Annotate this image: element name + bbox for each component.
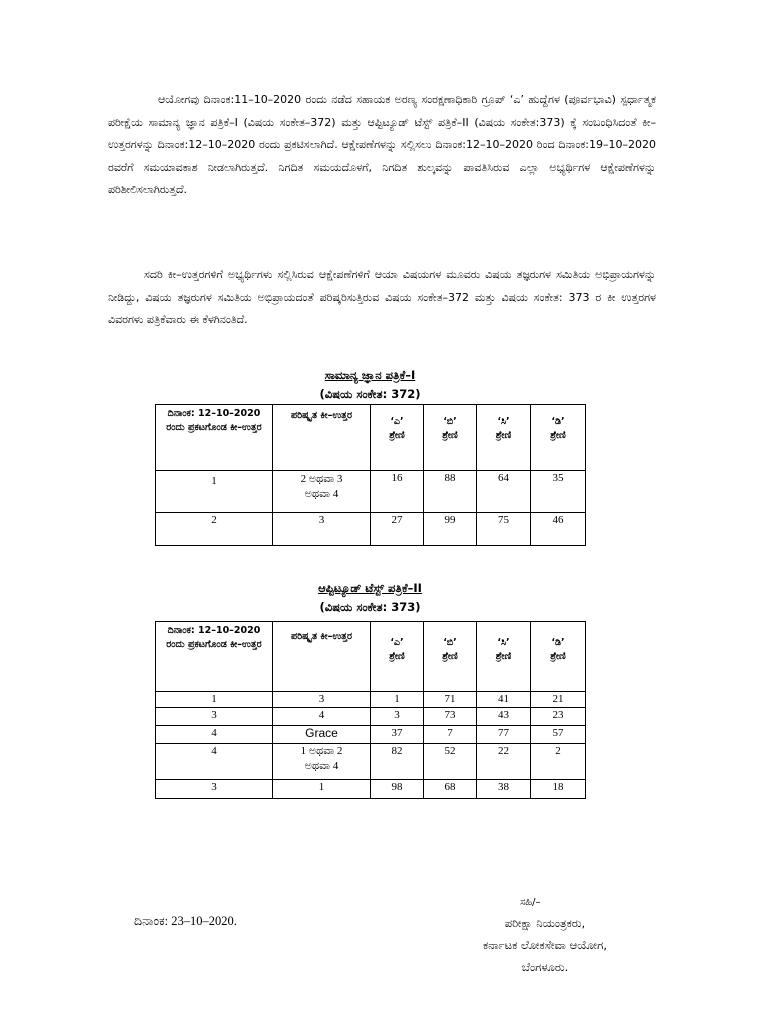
- published-key-cell: 1: [156, 692, 273, 708]
- table2-title: ಆಪ್ಟಿಟ್ಯೂಡ್ ಟೆಸ್ಟ್ ಪತ್ರಿಕೆ–II: [318, 581, 422, 595]
- table-row: [156, 744, 586, 780]
- table1-subtitle: (ವಿಷಯ ಸಂಕೇತ: 372): [319, 387, 421, 401]
- revised-key-cell: 3: [273, 513, 371, 546]
- published-key-cell: 3: [156, 780, 273, 799]
- revised-key-cell: 2 ಅಥವಾ 3 ಅಥವಾ 4: [273, 471, 371, 513]
- header-series-b: ‘ಬಿ’ ಶ್ರೇಣಿ: [424, 622, 477, 692]
- series-d-cell: 18: [531, 780, 586, 799]
- series-d-cell: 2: [531, 744, 586, 780]
- header-series-c: ‘ಸಿ’ ಶ್ರೇಣಿ: [477, 405, 531, 471]
- series-d-cell: 35: [531, 471, 586, 513]
- header-published-key: ದಿನಾಂಕ: 12–10–2020 ರಂದು ಪ್ರಕಟಗೊಂಡ ಕೀ–ಉತ್ತರ: [156, 622, 273, 692]
- revised-key-cell: Grace: [273, 726, 371, 744]
- series-b-cell: 73: [424, 708, 477, 726]
- header-series-a: ‘ಎ’ ಶ್ರೇಣಿ: [371, 622, 424, 692]
- series-d-cell: 46: [531, 513, 586, 546]
- table2-key-answers: [155, 621, 586, 799]
- table1-caption: [155, 366, 585, 404]
- signature-mark: ಸಹಿ/–: [520, 897, 541, 908]
- header-revised-key: ಪರಿಷ್ಕೃತ ಕೀ–ಉತ್ತರ: [273, 405, 371, 471]
- series-c-cell: 22: [477, 744, 531, 780]
- published-key-cell: 2: [156, 513, 273, 546]
- series-c-cell: 43: [477, 708, 531, 726]
- header-series-d: ‘ಡಿ’ ಶ್ರೇಣಿ: [531, 622, 586, 692]
- table2-subtitle: (ವಿಷಯ ಸಂಕೇತ: 373): [319, 600, 421, 614]
- series-a-cell: 3: [371, 708, 424, 726]
- table2-header-row: [156, 622, 586, 692]
- series-d-cell: 21: [531, 692, 586, 708]
- table-row: [156, 708, 586, 726]
- series-b-cell: 71: [424, 692, 477, 708]
- table1-title: ಸಾಮಾನ್ಯ ಜ್ಞಾನ ಪತ್ರಿಕೆ–I: [324, 368, 416, 382]
- table1-key-answers: [155, 404, 586, 546]
- table-row: [156, 513, 586, 546]
- published-key-cell: 1: [156, 471, 273, 513]
- series-b-cell: 52: [424, 744, 477, 780]
- series-d-cell: 57: [531, 726, 586, 744]
- intro-paragraph: ಆಯೋಗವು ದಿನಾಂಕ:11–10–2020 ರಂದು ನಡೆದ ಸಹಾಯಕ ಅರಣ್ಯ ಸಂರಕ್ಷಣಾಧಿಕಾರಿ ಗ್ರೂಪ್ ‘ಎ’ ಹುದ್ದೆಗಳ (ಪೂರ್ವಭಾವಿ) ಸ್ಪರ್ಧಾತ್ಮಕ ಪರೀಕ್ಷೆಯ ಸಾಮಾನ್ಯ ಜ್ಞಾನ ಪತ್ರಿಕೆ–I (ವಿಷಯ ಸಂಕೇತ–372) ಮತ್ತು ಆಪ್ಟಿಟ್ಯೂಡ್ ಟೆಸ್ಟ್ ಪತ್ರಿಕೆ–II (ವಿಷಯ ಸಂಕೇತ:373) ಕ್ಕೆ ಸಂಬಂಧಿಸಿದಂತೆ ಕೀ–ಉತ್ತರಗಳನ್ನು ದಿನಾಂಕ:12–10–2020 ರಂದು ಪ್ರಕಟಿಸಲಾಗಿದೆ. ಆಕ್ಷೇಪಣೆಗಳನ್ನು ಸಲ್ಲಿಸಲು ದಿನಾಂಕ:12–10–2020 ರಿಂದ ದಿನಾಂಕ:19–10–2020 ರವರೆಗೆ ಸಮಯಾವಕಾಶ ನೀಡಲಾಗಿರುತ್ತದೆ. ನಿಗದಿತ ಸಮಯದೊಳಗೆ, ನಿಗದಿತ ಶುಲ್ಕವನ್ನು ಪಾವತಿಸಿರುವ ಎಲ್ಲಾ ಅಭ್ಯರ್ಥಿಗಳ ಆಕ್ಷೇಪಣೆಗಳನ್ನು ಪರಿಶೀಲಿಸಲಾಗಿರುತ್ತದೆ.: [108, 93, 656, 196]
- revised-key-cell: 3: [273, 692, 371, 708]
- header-series-a: ‘ಎ’ ಶ್ರೇಣಿ: [371, 405, 424, 471]
- table-row: [156, 780, 586, 799]
- revised-key-cell: 4: [273, 708, 371, 726]
- header-series-c: ‘ಸಿ’ ಶ್ರೇಣಿ: [477, 622, 531, 692]
- series-a-cell: 16: [371, 471, 424, 513]
- revised-key-cell: 1 ಅಥವಾ 2 ಅಥವಾ 4: [273, 744, 371, 780]
- published-key-cell: 3: [156, 708, 273, 726]
- series-c-cell: 41: [477, 692, 531, 708]
- series-a-cell: 37: [371, 726, 424, 744]
- series-d-cell: 23: [531, 708, 586, 726]
- header-revised-key: ಪರಿಷ್ಕೃತ ಕೀ–ಉತ್ತರ: [273, 622, 371, 692]
- header-series-b: ‘ಬಿ’ ಶ್ರೇಣಿ: [424, 405, 477, 471]
- published-key-cell: 4: [156, 726, 273, 744]
- revised-key-cell: 1: [273, 780, 371, 799]
- series-c-cell: 64: [477, 471, 531, 513]
- table2-caption: [155, 579, 585, 617]
- series-a-cell: 82: [371, 744, 424, 780]
- table-row: [156, 471, 586, 513]
- header-published-key: ದಿನಾಂಕ: 12–10–2020 ರಂದು ಪ್ರಕಟಗೊಂಡ ಕೀ–ಉತ್ತರ: [156, 405, 273, 471]
- series-c-cell: 75: [477, 513, 531, 546]
- signatory-organization: ಕರ್ನಾಟಕ ಲೋಕಸೇವಾ ಆಯೋಗ,: [483, 938, 607, 952]
- table1-header-row: [156, 405, 586, 471]
- series-c-cell: 77: [477, 726, 531, 744]
- series-b-cell: 88: [424, 471, 477, 513]
- series-a-cell: 98: [371, 780, 424, 799]
- table-row: [156, 692, 586, 708]
- series-a-cell: 27: [371, 513, 424, 546]
- signatory-city: ಬೆಂಗಳೂರು.: [521, 960, 569, 974]
- issue-date: ದಿನಾಂಕ: 23–10–2020.: [134, 914, 237, 928]
- published-key-cell: 4: [156, 744, 273, 780]
- table-row: [156, 726, 586, 744]
- series-a-cell: 1: [371, 692, 424, 708]
- signatory-designation: ಪರೀಕ್ಷಾ ನಿಯಂತ್ರಕರು,: [504, 916, 586, 930]
- header-series-d: ‘ಡಿ’ ಶ್ರೇಣಿ: [531, 405, 586, 471]
- series-b-cell: 68: [424, 780, 477, 799]
- series-c-cell: 38: [477, 780, 531, 799]
- revision-paragraph: ಸದರಿ ಕೀ–ಉತ್ತರಗಳಿಗೆ ಅಭ್ಯರ್ಥಿಗಳು ಸಲ್ಲಿಸಿರುವ ಆಕ್ಷೇಪಣೆಗಳಿಗೆ ಆಯಾ ವಿಷಯಗಳ ಮೂವರು ವಿಷಯ ತಜ್ಞರುಗಳ ಸಮಿತಿಯ ಅಭಿಪ್ರಾಯಗಳನ್ನು ನೀಡಿದ್ದು, ವಿಷಯ ತಜ್ಞರುಗಳ ಸಮಿತಿಯ ಅಭಿಪ್ರಾಯದಂತೆ ಪರಿಷ್ಕರಿಸುತ್ತಿರುವ ವಿಷಯ ಸಂಕೇತ–372 ಮತ್ತು ವಿಷಯ ಸಂಕೇತ: 373 ರ ಕೀ ಉತ್ತರಗಳ ವಿವರಗಳು ಪತ್ರಿಕೆವಾರು ಈ ಕೆಳಗಿನಂತಿದೆ.: [108, 268, 656, 326]
- series-b-cell: 7: [424, 726, 477, 744]
- series-b-cell: 99: [424, 513, 477, 546]
